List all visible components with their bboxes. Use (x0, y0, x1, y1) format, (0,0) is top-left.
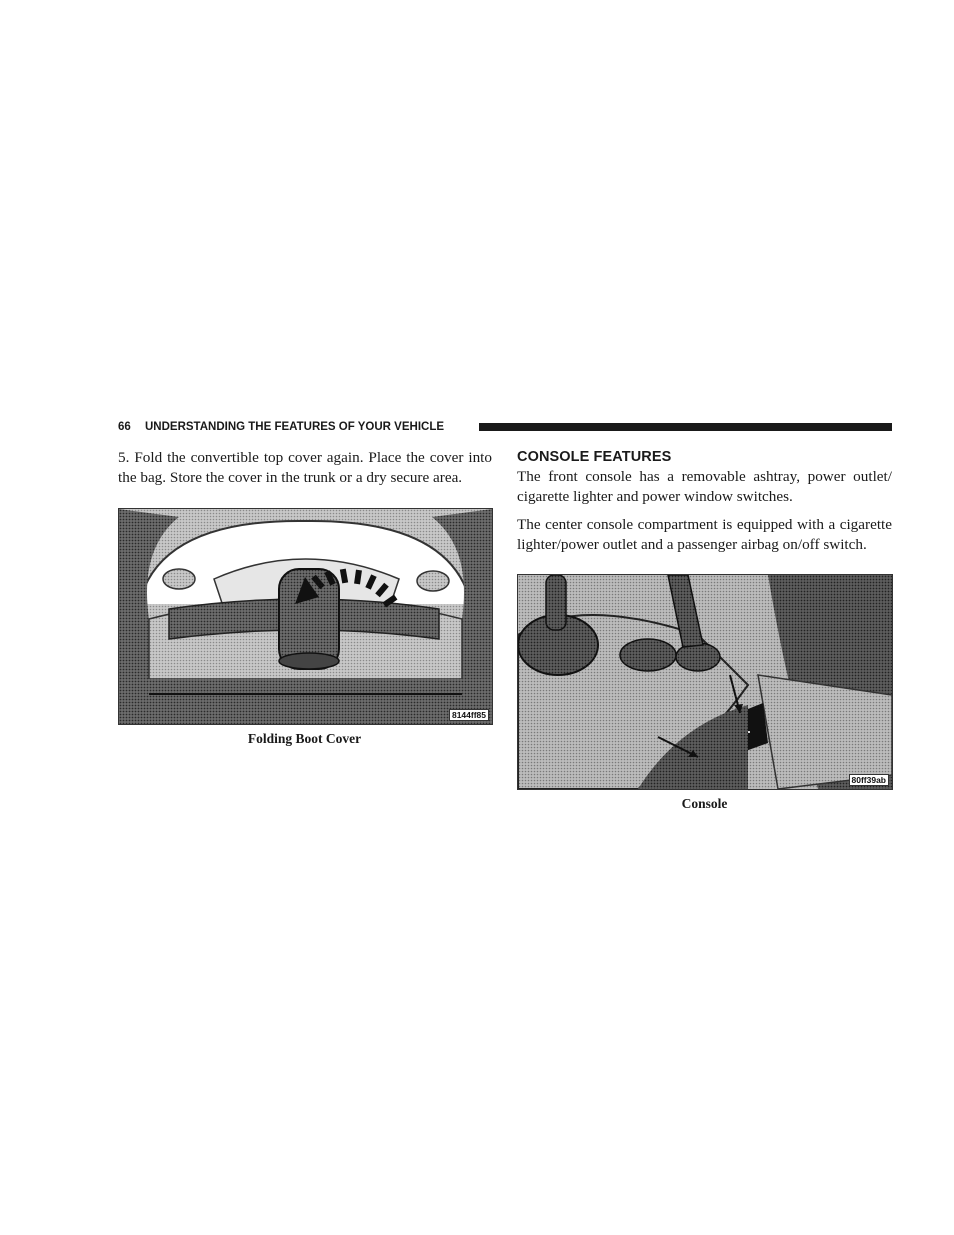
folding-boot-cover-illustration (118, 508, 493, 725)
page-header (118, 419, 892, 435)
page-number: 66 (118, 421, 131, 433)
left-column (118, 448, 492, 487)
step-5-text: 5. Fold the convertible top cover again. Place the cover into the bag. Store the cover in the trunk or a dry secure area. (118, 449, 492, 486)
section-title: CONSOLE FEATURES (517, 449, 672, 465)
right-column (517, 448, 892, 554)
figure-code: 8144ff85 (449, 709, 489, 721)
figure-code: 80ff39ab (849, 774, 890, 786)
paragraph-center-console: The center console compartment is equipped with a cigarette lighter/power outlet and a passenger airbag on/off switch. (517, 516, 892, 553)
figure-caption: Folding Boot Cover (247, 731, 362, 746)
paragraph-front-console: The front console has a removable ashtray, power outlet/ cigarette lighter and power window switches. (517, 468, 892, 505)
figure-caption: Console (681, 796, 728, 811)
console-illustration (517, 574, 893, 790)
chapter-title: UNDERSTANDING THE FEATURES OF YOUR VEHICLE (145, 421, 445, 433)
header-rule (479, 423, 892, 431)
